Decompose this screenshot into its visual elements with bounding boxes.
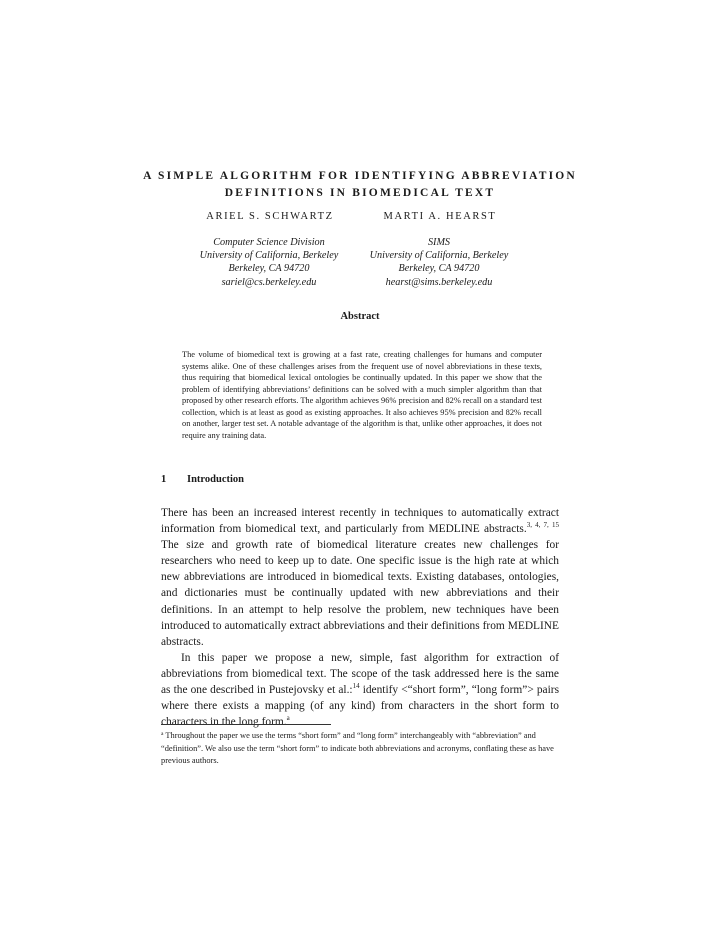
- author-email: hearst@sims.berkeley.edu: [385, 276, 493, 288]
- paragraph-2: [161, 650, 559, 730]
- author-email: sariel@cs.berkeley.edu: [221, 276, 317, 288]
- paragraph-1-text-a: There has been an increased interest recently in techniques to automatically extract information from biomedical text, and particularly from MEDLINE abstracts.: [161, 507, 559, 536]
- footnote-mark: a: [161, 731, 164, 737]
- affiliation-line: Berkeley, CA 94720: [398, 263, 480, 275]
- author-name-1: ARIEL S. SCHWARTZ: [206, 211, 334, 222]
- affiliation-line: Computer Science Division: [213, 237, 325, 248]
- author-affiliation-2: [339, 236, 539, 289]
- body-text: [161, 505, 559, 730]
- title-line-2: DEFINITIONS IN BIOMEDICAL TEXT: [224, 187, 496, 199]
- affiliation-line: University of California, Berkeley: [199, 250, 339, 262]
- abstract-heading: Abstract: [340, 311, 380, 322]
- section-number: 1: [161, 474, 167, 485]
- author-name-2: MARTI A. HEARST: [383, 211, 497, 222]
- title-line-1: A SIMPLE ALGORITHM FOR IDENTIFYING ABBREVIATION: [143, 170, 577, 182]
- footnote-marker: a: [286, 714, 290, 723]
- section-title: Introduction: [187, 474, 244, 485]
- footnote: [161, 730, 559, 768]
- affiliation-line: University of California, Berkeley: [369, 250, 509, 262]
- paragraph-2-text-b: identify <“short form”, “long form”> pairs where there exists a mapping (of any kind) from characters in the short form to characters in the long form.: [161, 684, 560, 729]
- section-heading: [161, 474, 244, 485]
- footnote-divider: [161, 724, 331, 725]
- citation-superscript: 3, 4, 7, 15: [526, 521, 559, 530]
- affiliation-line: Berkeley, CA 94720: [228, 263, 310, 275]
- paper-title: [140, 168, 580, 202]
- abstract-text: The volume of biomedical text is growing at a fast rate, creating challenges for humans and computer systems alike. One of these challenges arises from the frequent use of novel abbreviations in these texts, thus requiring that biomedical lexical ontologies be continually updated. In this paper we show that the problem of identifying abbreviations’ definitions can be solved with a much simpler algorithm than that proposed by other research efforts. The algorithm achieves 96% precision and 82% recall on a standard test collection, which is at least as good as existing approaches. It also achieves 95% precision and 82% recall on another, larger test set. A notable advantage of the algorithm is that, unlike other approaches, it does not require any training data.: [182, 350, 542, 440]
- affiliation-line: SIMS: [427, 237, 451, 248]
- footnote-text: Throughout the paper we use the terms “short form” and “long form” interchangeably with “abbreviation” and “definition”. We also use the term “short form” to indicate both abbreviations and acronyms, conflating these as have previous authors.: [161, 731, 554, 766]
- paragraph-1: [161, 505, 559, 650]
- paragraph-1-text-b: The size and growth rate of biomedical literature creates new challenges for researchers who need to keep up to date. One specific issue is the high rate at which new abbreviations are introduced in biomedical texts. Existing databases, ontologies, and dictionaries must be continually updated with new abbreviations and their definitions. In an attempt to help resolve the problem, new techniques have been introduced to automatically extract abbreviations and their definitions from MEDLINE abstracts.: [161, 539, 559, 648]
- paragraph-2-text-a: In this paper we propose a new, simple, fast algorithm for extraction of abbreviations from biomedical text. The scope of the task addressed here is the same as the one described in Pustejovsky et al.:: [161, 651, 559, 697]
- citation-superscript: 14: [352, 682, 360, 691]
